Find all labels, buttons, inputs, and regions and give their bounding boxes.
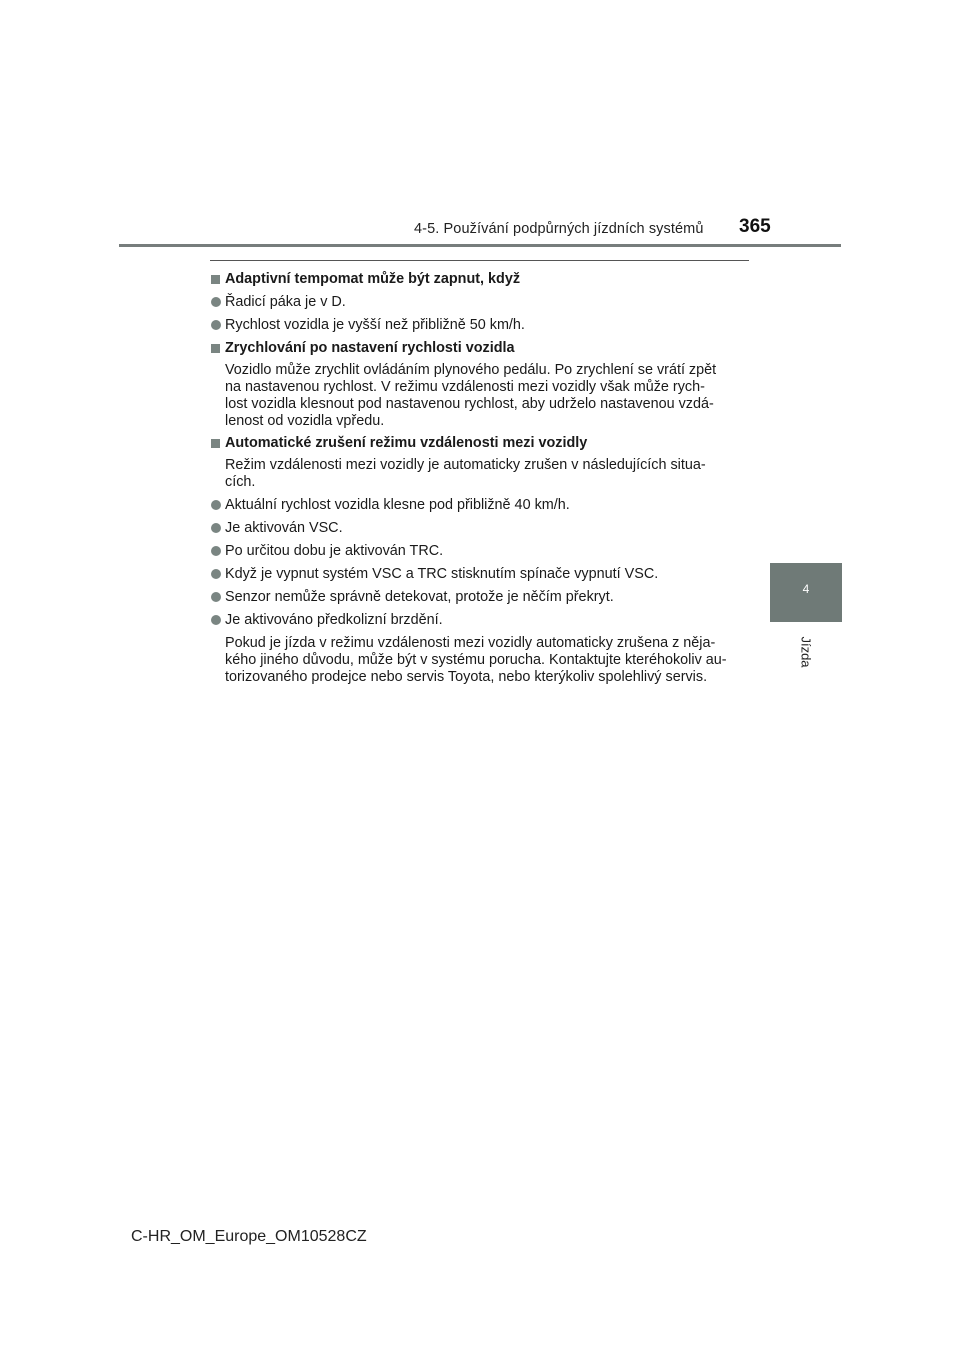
circle-bullet-icon: [211, 297, 221, 307]
circle-bullet-icon: [211, 523, 221, 533]
chapter-number: 4: [802, 582, 810, 596]
circle-bullet-icon: [211, 569, 221, 579]
paragraph-acceleration: Vozidlo může zrychlit ovládáním plynového pedálu. Po zrychlení se vrátí zpět na nastavenou rychlost. V režimu vzdálenosti mezi vozidly však může rych- lost vozidla klesnout pod nastavenou rychlost, aby udrželo nastavenou vzdá- lenost od vozidla vpředu.: [225, 362, 717, 429]
list-item: Po určitou dobu je aktivován TRC.: [210, 543, 750, 560]
square-bullet-icon: [211, 275, 220, 284]
document-code: C-HR_OM_Europe_OM10528CZ: [131, 1228, 367, 1245]
circle-bullet-icon: [211, 320, 221, 330]
list-item: Senzor nemůže správně detekovat, protože je něčím překryt.: [210, 589, 750, 606]
list-item: Aktuální rychlost vozidla klesne pod přibližně 40 km/h.: [210, 497, 750, 514]
list-item: Je aktivováno předkolizní brzdění.: [210, 612, 750, 629]
heading-auto-cancel: Automatické zrušení režimu vzdálenosti mezi vozidly: [210, 435, 750, 452]
list-item: Řadicí páka je v D.: [210, 294, 750, 311]
heading-activation: Adaptivní tempomat může být zapnut, když: [210, 271, 750, 288]
paragraph-auto-cancel: Režim vzdálenosti mezi vozidly je automaticky zrušen v následujících situa- cích.: [225, 457, 706, 490]
header-rule: [119, 244, 841, 247]
section-title: 4-5. Používání podpůrných jízdních systémů: [414, 221, 704, 237]
chapter-tab: [770, 563, 842, 622]
circle-bullet-icon: [211, 592, 221, 602]
circle-bullet-icon: [211, 500, 221, 510]
square-bullet-icon: [211, 439, 220, 448]
paragraph-malfunction: Pokud je jízda v režimu vzdálenosti mezi vozidly automaticky zrušena z něja- kého jiného důvodu, může být v systému porucha. Kontaktujte kteréhokoliv au- torizovaného prodejce nebo servis Toyota, nebo kterýkoliv spolehlivý servis.: [225, 635, 727, 685]
page-number: 365: [739, 216, 771, 237]
content-rule: [210, 260, 749, 261]
heading-acceleration: Zrychlování po nastavení rychlosti vozidla: [210, 340, 750, 357]
list-item: Rychlost vozidla je vyšší než přibližně 50 km/h.: [210, 317, 750, 334]
list-item: Je aktivován VSC.: [210, 520, 750, 537]
chapter-label: Jízda: [798, 636, 814, 668]
main-content: [210, 266, 750, 687]
circle-bullet-icon: [211, 546, 221, 556]
square-bullet-icon: [211, 344, 220, 353]
list-item: Když je vypnut systém VSC a TRC stisknutím spínače vypnutí VSC.: [210, 566, 750, 583]
circle-bullet-icon: [211, 615, 221, 625]
